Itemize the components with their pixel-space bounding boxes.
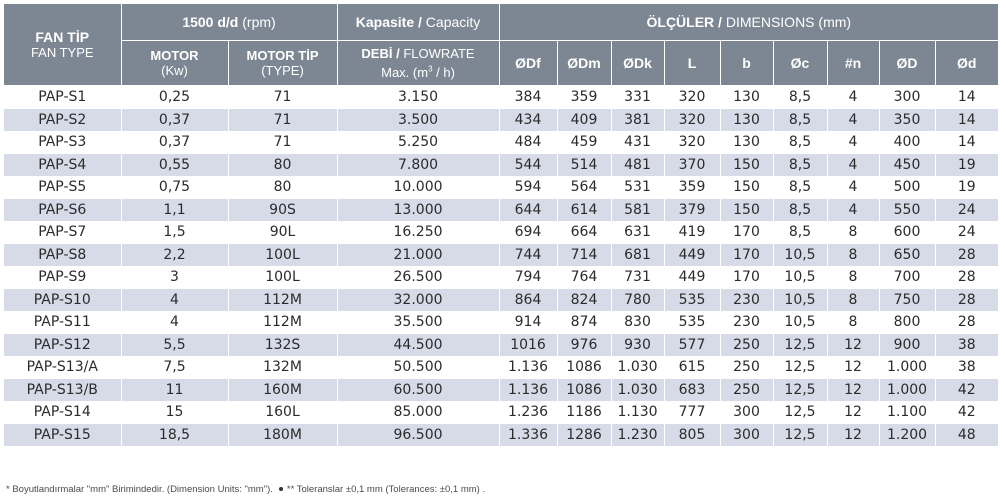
table-cell: 8,5 (773, 176, 827, 199)
table-cell: 1,5 (121, 221, 228, 244)
table-cell: PAP-S14 (4, 401, 121, 424)
header-dim-5: Øc (773, 41, 827, 86)
table-cell: 10,5 (773, 311, 827, 334)
table-cell: 11 (121, 379, 228, 402)
table-row (4, 199, 998, 222)
table-cell: 431 (611, 131, 664, 154)
table-cell: 550 (879, 199, 935, 222)
table-cell: 500 (879, 176, 935, 199)
header-capacity (337, 4, 499, 41)
table-cell: 7.800 (337, 154, 499, 177)
table-row (4, 109, 998, 132)
table-cell: 8 (827, 289, 879, 312)
table-cell: 10,5 (773, 289, 827, 312)
table-cell: 90L (228, 221, 337, 244)
table-row (4, 356, 998, 379)
table-cell: 8 (827, 221, 879, 244)
table-cell: 1.236 (499, 401, 557, 424)
table-cell: 60.500 (337, 379, 499, 402)
table-cell: 4 (121, 289, 228, 312)
table-cell: 381 (611, 109, 664, 132)
table-cell: 1.230 (611, 424, 664, 447)
table-cell: 230 (720, 311, 773, 334)
table-cell: 1.000 (879, 379, 935, 402)
table-cell: 1186 (557, 401, 611, 424)
table-cell: 12 (827, 379, 879, 402)
table-cell: 12,5 (773, 356, 827, 379)
table-cell: 434 (499, 109, 557, 132)
table-cell: 170 (720, 266, 773, 289)
table-cell: 130 (720, 86, 773, 109)
table-cell: 3 (121, 266, 228, 289)
table-cell: 150 (720, 199, 773, 222)
table-cell: 44.500 (337, 334, 499, 357)
table-cell: 8,5 (773, 199, 827, 222)
bullet-icon (279, 487, 283, 491)
table-cell: 12 (827, 334, 879, 357)
table-cell: 24 (935, 221, 998, 244)
table-cell: 731 (611, 266, 664, 289)
table-cell: 112M (228, 289, 337, 312)
table-cell: 594 (499, 176, 557, 199)
table-cell: 459 (557, 131, 611, 154)
table-cell: 170 (720, 221, 773, 244)
table-cell: 14 (935, 131, 998, 154)
table-cell: 8,5 (773, 154, 827, 177)
table-cell: 100L (228, 244, 337, 267)
table-cell: 230 (720, 289, 773, 312)
table-cell: 160M (228, 379, 337, 402)
table-cell: 320 (664, 109, 720, 132)
table-cell: 535 (664, 289, 720, 312)
table-cell: 26.500 (337, 266, 499, 289)
table-header (4, 4, 998, 86)
header-dimensions (499, 4, 998, 41)
table-row (4, 334, 998, 357)
table-cell: 8,5 (773, 221, 827, 244)
table-row (4, 266, 998, 289)
header-flow-light: FLOWRATE (403, 46, 475, 62)
table-cell: 8 (827, 311, 879, 334)
table-cell: 1286 (557, 424, 611, 447)
table-cell: PAP-S13/A (4, 356, 121, 379)
table-cell: 484 (499, 131, 557, 154)
table-cell: 694 (499, 221, 557, 244)
table-cell: 409 (557, 109, 611, 132)
table-cell: PAP-S4 (4, 154, 121, 177)
table-cell: 7,5 (121, 356, 228, 379)
table-row (4, 154, 998, 177)
table-cell: 331 (611, 86, 664, 109)
table-cell: 320 (664, 131, 720, 154)
table-cell: 250 (720, 379, 773, 402)
table-cell: 13.000 (337, 199, 499, 222)
table-row (4, 86, 998, 109)
table-row (4, 379, 998, 402)
table-cell: PAP-S7 (4, 221, 121, 244)
header-motor-bold: MOTOR (150, 48, 199, 63)
table-cell: PAP-S1 (4, 86, 121, 109)
table-cell: 1.136 (499, 356, 557, 379)
table-cell: 4 (827, 109, 879, 132)
table-cell: PAP-S6 (4, 199, 121, 222)
table-cell: 683 (664, 379, 720, 402)
table-cell: 714 (557, 244, 611, 267)
table-cell: 370 (664, 154, 720, 177)
table-cell: 4 (827, 199, 879, 222)
table-cell: 112M (228, 311, 337, 334)
header-motor-type-bold: MOTOR TİP (246, 48, 319, 63)
table-cell: 132S (228, 334, 337, 357)
table-cell: PAP-S15 (4, 424, 121, 447)
table-cell: 4 (827, 154, 879, 177)
table-cell: 449 (664, 244, 720, 267)
table-cell: 1086 (557, 356, 611, 379)
footnote-units: * Boyutlandırmalar "mm" Birimindedir. (Dimension Units: "mm"). (6, 484, 273, 495)
footnote (6, 484, 485, 495)
table-cell: 19 (935, 154, 998, 177)
table-cell: 24 (935, 199, 998, 222)
table-cell: 12 (827, 356, 879, 379)
header-rpm (121, 4, 337, 41)
table-cell: 28 (935, 311, 998, 334)
table-cell: 700 (879, 266, 935, 289)
table-cell: 12,5 (773, 424, 827, 447)
table-cell: 38 (935, 356, 998, 379)
table-cell: PAP-S12 (4, 334, 121, 357)
header-dim-2: ØDk (611, 41, 664, 86)
table-cell: 864 (499, 289, 557, 312)
table-cell: 384 (499, 86, 557, 109)
table-cell: 830 (611, 311, 664, 334)
table-cell: 16.250 (337, 221, 499, 244)
table-cell: 481 (611, 154, 664, 177)
header-flow-bold: DEBİ / (361, 46, 400, 62)
table-row (4, 424, 998, 447)
table-cell: 8 (827, 244, 879, 267)
table-cell: 5.250 (337, 131, 499, 154)
table-cell: 4 (827, 86, 879, 109)
header-dim-8: Ød (935, 41, 998, 86)
table-cell: 8,5 (773, 131, 827, 154)
header-dim-3: L (664, 41, 720, 86)
table-cell: 1086 (557, 379, 611, 402)
table-cell: 900 (879, 334, 935, 357)
table-cell: 744 (499, 244, 557, 267)
table-cell: 564 (557, 176, 611, 199)
table-cell: 1.000 (879, 356, 935, 379)
table-cell: 18,5 (121, 424, 228, 447)
table-cell: 8,5 (773, 109, 827, 132)
table-cell: 21.000 (337, 244, 499, 267)
table-row (4, 311, 998, 334)
table-cell: 100L (228, 266, 337, 289)
table-cell: 12,5 (773, 401, 827, 424)
table-cell: 600 (879, 221, 935, 244)
header-fan-type-en: FAN TYPE (30, 44, 94, 60)
table-cell: 12,5 (773, 334, 827, 357)
table-cell: 0,37 (121, 131, 228, 154)
table-cell: 681 (611, 244, 664, 267)
table-cell: 1.336 (499, 424, 557, 447)
table-cell: 0,37 (121, 109, 228, 132)
table-cell: PAP-S3 (4, 131, 121, 154)
table-cell: 80 (228, 154, 337, 177)
table-cell: 32.000 (337, 289, 499, 312)
table-cell: 750 (879, 289, 935, 312)
table-cell: 764 (557, 266, 611, 289)
table-body (4, 86, 998, 447)
table-cell: 96.500 (337, 424, 499, 447)
table-cell: 1,1 (121, 199, 228, 222)
table-cell: 28 (935, 266, 998, 289)
table-cell: 3.150 (337, 86, 499, 109)
table-row (4, 289, 998, 312)
table-cell: 320 (664, 86, 720, 109)
header-dim-6: #n (827, 41, 879, 86)
table-cell: 1016 (499, 334, 557, 357)
table-cell: 614 (557, 199, 611, 222)
table-cell: 514 (557, 154, 611, 177)
table-cell: 780 (611, 289, 664, 312)
table-cell: 1.130 (611, 401, 664, 424)
table-cell: 4 (827, 131, 879, 154)
table-cell: 777 (664, 401, 720, 424)
table-cell: 15 (121, 401, 228, 424)
header-fan-type (4, 4, 121, 86)
table-cell: 28 (935, 244, 998, 267)
table-cell: 300 (879, 86, 935, 109)
header-dimensions-light: DIMENSIONS (mm) (725, 13, 852, 30)
table-cell: 10,5 (773, 266, 827, 289)
table-cell: 664 (557, 221, 611, 244)
table-cell: 38 (935, 334, 998, 357)
table-cell: 90S (228, 199, 337, 222)
fan-spec-table (4, 4, 998, 446)
table-cell: 150 (720, 176, 773, 199)
table-cell: 874 (557, 311, 611, 334)
table-cell: 85.000 (337, 401, 499, 424)
table-cell: 12,5 (773, 379, 827, 402)
table-cell: 976 (557, 334, 611, 357)
header-fan-type-tr: FAN TİP (35, 28, 90, 45)
table-cell: 0,75 (121, 176, 228, 199)
header-dim-1: ØDm (557, 41, 611, 86)
table-cell: 71 (228, 109, 337, 132)
table-cell: 42 (935, 401, 998, 424)
table-cell: 794 (499, 266, 557, 289)
header-capacity-light: Capacity (425, 13, 481, 30)
header-rpm-light: (rpm) (242, 13, 276, 30)
table-cell: 14 (935, 86, 998, 109)
table-cell: 0,55 (121, 154, 228, 177)
table-cell: 130 (720, 109, 773, 132)
table-cell: 10.000 (337, 176, 499, 199)
table-row (4, 401, 998, 424)
table-cell: 914 (499, 311, 557, 334)
table-cell: 824 (557, 289, 611, 312)
table-cell: 170 (720, 244, 773, 267)
table-cell: 1.136 (499, 379, 557, 402)
table-cell: 5,5 (121, 334, 228, 357)
table-cell: 535 (664, 311, 720, 334)
table-cell: 10,5 (773, 244, 827, 267)
table-row (4, 131, 998, 154)
table-cell: 132M (228, 356, 337, 379)
header-flowrate (337, 41, 499, 86)
table-cell: 531 (611, 176, 664, 199)
table-cell: 449 (664, 266, 720, 289)
table-cell: 28 (935, 289, 998, 312)
table-cell: 4 (827, 176, 879, 199)
table-cell: 71 (228, 131, 337, 154)
header-capacity-bold: Kapasite / (355, 13, 422, 30)
footnote-tolerance: ** Toleranslar ±0,1 mm (Tolerances: ±0,1 mm) . (286, 484, 486, 495)
table-cell: 150 (720, 154, 773, 177)
header-dimensions-bold: ÖLÇÜLER / (646, 13, 722, 30)
table-cell: 3.500 (337, 109, 499, 132)
table-cell: 8 (827, 266, 879, 289)
table-cell: 19 (935, 176, 998, 199)
table-cell: PAP-S10 (4, 289, 121, 312)
table-cell: 350 (879, 109, 935, 132)
table-cell: 359 (557, 86, 611, 109)
table-cell: 130 (720, 131, 773, 154)
table-cell: 400 (879, 131, 935, 154)
table-cell: PAP-S2 (4, 109, 121, 132)
table-cell: 419 (664, 221, 720, 244)
table-cell: 577 (664, 334, 720, 357)
header-motor (121, 41, 228, 86)
table-cell: 800 (879, 311, 935, 334)
table-cell: 650 (879, 244, 935, 267)
header-flow-unit: Max. $(m^3 / h)$ (381, 64, 455, 80)
table-cell: 50.500 (337, 356, 499, 379)
table-cell: PAP-S13/B (4, 379, 121, 402)
table-cell: 48 (935, 424, 998, 447)
table-cell: 80 (228, 176, 337, 199)
table-cell: 544 (499, 154, 557, 177)
table-cell: 35.500 (337, 311, 499, 334)
table-cell: 12 (827, 401, 879, 424)
table-cell: 42 (935, 379, 998, 402)
header-dim-4: b (720, 41, 773, 86)
table-cell: 12 (827, 424, 879, 447)
table-cell: 2,2 (121, 244, 228, 267)
header-motor-type-light: (TYPE) (261, 63, 304, 78)
table-row (4, 244, 998, 267)
table-cell: 1.030 (611, 356, 664, 379)
table-cell: PAP-S8 (4, 244, 121, 267)
table-cell: 631 (611, 221, 664, 244)
table-cell: 71 (228, 86, 337, 109)
table-row (4, 221, 998, 244)
table-cell: 1.200 (879, 424, 935, 447)
table-cell: 250 (720, 356, 773, 379)
header-rpm-bold: 1500 d/d (182, 13, 239, 30)
table-cell: 4 (121, 311, 228, 334)
table-cell: 180M (228, 424, 337, 447)
table-cell: 359 (664, 176, 720, 199)
table-cell: 930 (611, 334, 664, 357)
table-cell: 450 (879, 154, 935, 177)
table-cell: 1.100 (879, 401, 935, 424)
table-cell: 379 (664, 199, 720, 222)
table-cell: 14 (935, 109, 998, 132)
table-cell: 300 (720, 424, 773, 447)
header-dim-0: ØDf (499, 41, 557, 86)
table-cell: 0,25 (121, 86, 228, 109)
header-dim-7: ØD (879, 41, 935, 86)
header-motor-type (228, 41, 337, 86)
table-cell: 8,5 (773, 86, 827, 109)
table-cell: 805 (664, 424, 720, 447)
table-cell: 615 (664, 356, 720, 379)
table-cell: PAP-S9 (4, 266, 121, 289)
table-cell: 160L (228, 401, 337, 424)
table-cell: 300 (720, 401, 773, 424)
table-cell: 1.030 (611, 379, 664, 402)
header-motor-light: (Kw) (161, 63, 188, 78)
table-cell: PAP-S11 (4, 311, 121, 334)
table-cell: PAP-S5 (4, 176, 121, 199)
table-cell: 250 (720, 334, 773, 357)
table-cell: 644 (499, 199, 557, 222)
table-cell: 581 (611, 199, 664, 222)
table-row (4, 176, 998, 199)
